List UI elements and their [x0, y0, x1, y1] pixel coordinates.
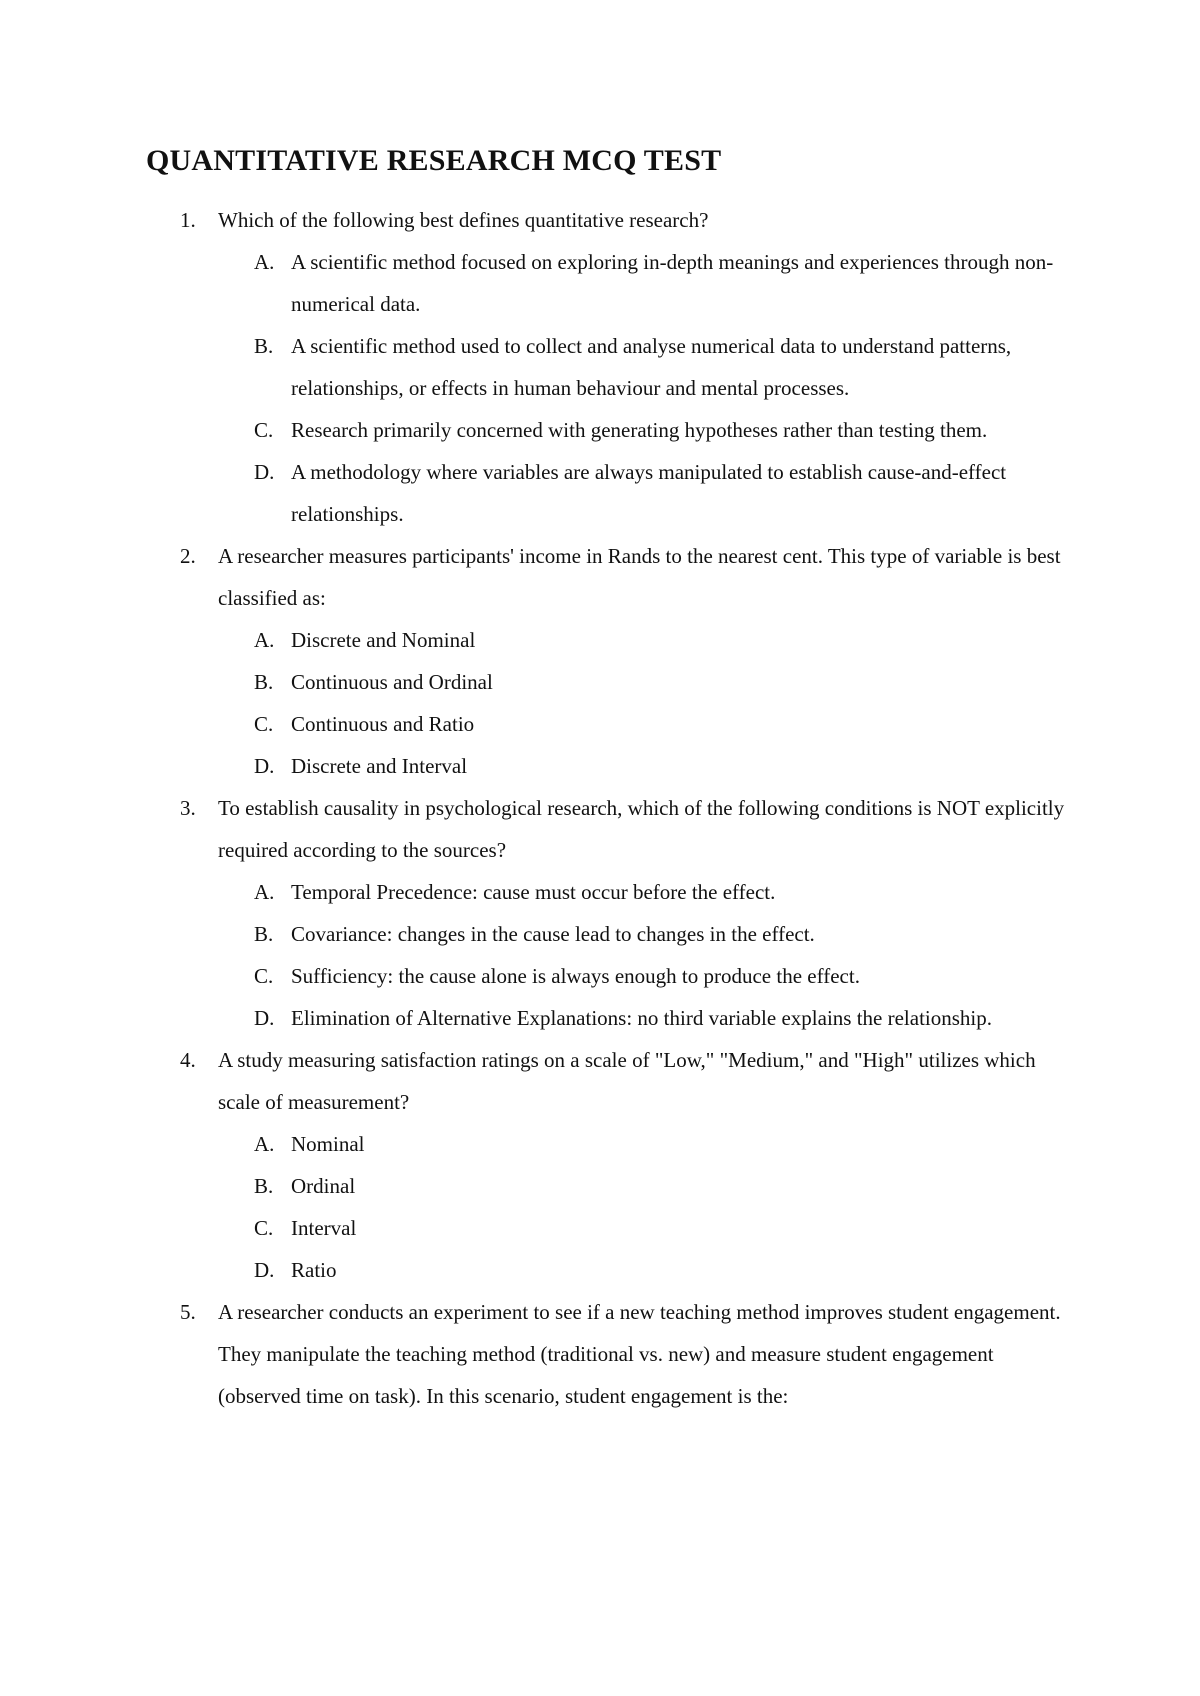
question-number: 4.: [180, 1048, 196, 1072]
option-text: Interval: [291, 1216, 357, 1240]
option-letter: D.: [254, 1006, 275, 1030]
option-letter: D.: [254, 460, 275, 484]
document-title: QUANTITATIVE RESEARCH MCQ TEST: [146, 144, 722, 177]
option-4-a: [218, 1123, 1068, 1165]
option-text: Research primarily concerned with generating hypotheses rather than testing them.: [291, 418, 988, 442]
option-text: Ratio: [291, 1258, 337, 1282]
option-text: Discrete and Interval: [291, 754, 468, 778]
option-1-a: [218, 241, 1068, 325]
question-text: Which of the following best defines quantitative research?: [218, 208, 709, 232]
question-text: A researcher conducts an experiment to see if a new teaching method improves student engagement. They manipulate the teaching method (traditional vs. new) and measure student engagement (observed time on task). In this scenario, student engagement is the:: [218, 1300, 1061, 1408]
option-4-d: [218, 1249, 1068, 1291]
option-3-d: [218, 997, 1068, 1039]
option-2-d: [218, 745, 1068, 787]
option-text: Continuous and Ordinal: [291, 670, 493, 694]
option-4-c: [218, 1207, 1068, 1249]
question-number: 1.: [180, 208, 196, 232]
option-text: A scientific method focused on exploring in-depth meanings and experiences through non-numerical data.: [291, 250, 1054, 316]
option-text: Nominal: [291, 1132, 365, 1156]
option-letter: C.: [254, 1216, 274, 1240]
option-letter: C.: [254, 712, 274, 736]
option-letter: A.: [254, 880, 275, 904]
option-3-c: [218, 955, 1068, 997]
option-letter: D.: [254, 754, 275, 778]
question-text: A study measuring satisfaction ratings on a scale of "Low," "Medium," and "High" utilizes which scale of measurement?: [218, 1048, 1036, 1114]
option-2-a: [218, 619, 1068, 661]
option-list: [218, 619, 1068, 787]
option-4-b: [218, 1165, 1068, 1207]
question-5: [0, 1291, 1068, 1417]
option-list: [218, 241, 1068, 535]
option-2-c: [218, 703, 1068, 745]
option-list: [218, 871, 1068, 1039]
option-text: Elimination of Alternative Explanations: no third variable explains the relationship.: [291, 1006, 992, 1030]
option-2-b: [218, 661, 1068, 703]
option-text: Continuous and Ratio: [291, 712, 475, 736]
option-list: [218, 1123, 1068, 1291]
option-text: A methodology where variables are always manipulated to establish cause-and-effect relationships.: [291, 460, 1007, 526]
option-letter: B.: [254, 670, 274, 694]
question-number: 2.: [180, 544, 196, 568]
option-3-a: [218, 871, 1068, 913]
option-1-d: [218, 451, 1068, 535]
option-letter: B.: [254, 334, 274, 358]
option-letter: A.: [254, 628, 275, 652]
option-text: Covariance: changes in the cause lead to changes in the effect.: [291, 922, 815, 946]
option-text: Sufficiency: the cause alone is always enough to produce the effect.: [291, 964, 860, 988]
question-3: [0, 787, 1068, 1039]
option-letter: A.: [254, 1132, 275, 1156]
question-list: [0, 199, 1200, 1417]
option-text: Ordinal: [291, 1174, 356, 1198]
option-1-c: [218, 409, 1068, 451]
question-text: A researcher measures participants' income in Rands to the nearest cent. This type of variable is best classified as:: [218, 544, 1061, 610]
option-text: Discrete and Nominal: [291, 628, 476, 652]
option-letter: C.: [254, 418, 274, 442]
question-text: To establish causality in psychological research, which of the following conditions is NOT explicitly required according to the sources?: [218, 796, 1065, 862]
question-number: 3.: [180, 796, 196, 820]
question-1: [0, 199, 1068, 535]
option-1-b: [218, 325, 1068, 409]
question-4: [0, 1039, 1068, 1291]
option-letter: B.: [254, 1174, 274, 1198]
option-3-b: [218, 913, 1068, 955]
question-2: [0, 535, 1068, 787]
option-letter: C.: [254, 964, 274, 988]
option-text: A scientific method used to collect and analyse numerical data to understand patterns, relationships, or effects in human behaviour and mental processes.: [291, 334, 1012, 400]
option-letter: D.: [254, 1258, 275, 1282]
option-text: Temporal Precedence: cause must occur before the effect.: [291, 880, 776, 904]
option-letter: A.: [254, 250, 275, 274]
option-letter: B.: [254, 922, 274, 946]
question-number: 5.: [180, 1300, 196, 1324]
